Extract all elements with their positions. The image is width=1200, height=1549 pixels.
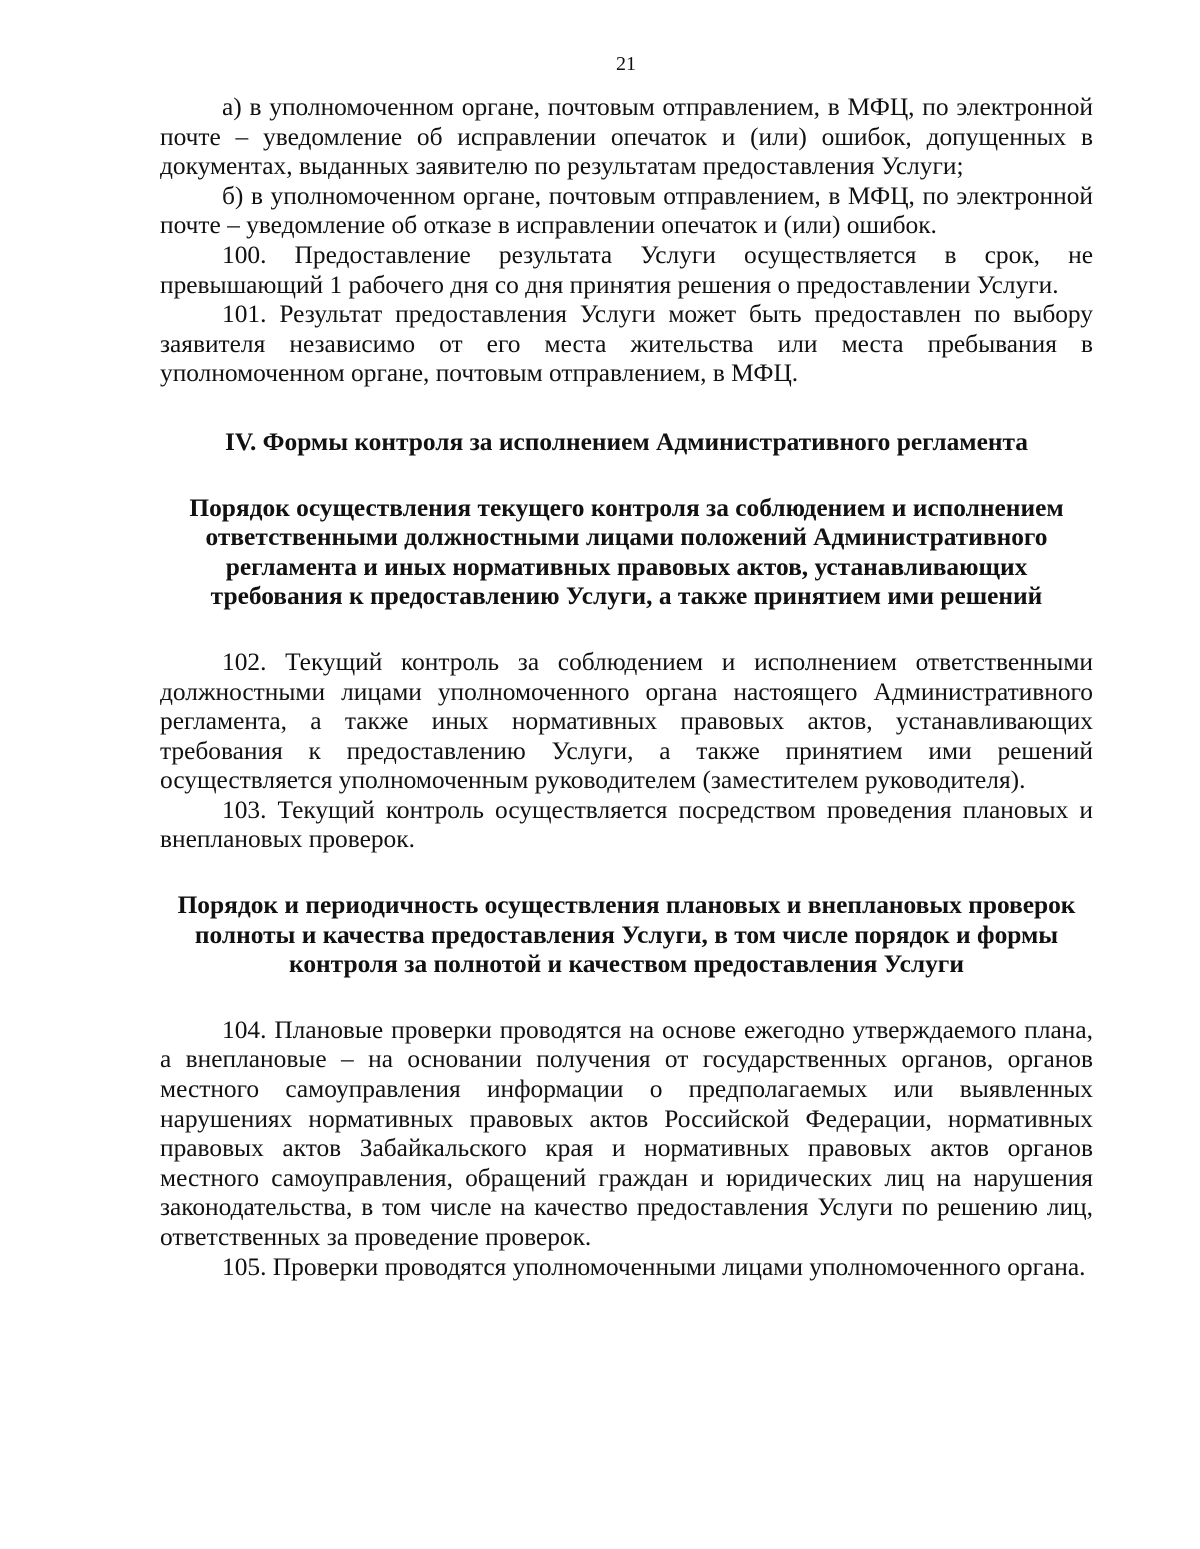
paragraph-101: 101. Результат предоставления Услуги может быть предоставлен по выбору заявителя независимо от его места жительства или места пребывания в уполномоченном органе, почтовым отправлением, в МФЦ. <box>160 300 1093 388</box>
page-number: 21 <box>616 53 636 75</box>
subsection-1-title-line: требования к предоставлению Услуги, а также принятием ими решений <box>210 582 1043 611</box>
subsection-1-title-line: регламента и иных нормативных правовых актов, устанавливающих <box>225 552 1028 581</box>
paragraph-104: 104. Плановые проверки проводятся на основе ежегодно утверждаемого плана, а внеплановые – на основании получения от государственных органов, органов местного самоуправления информации о предполагаемых или выявленных нарушениях нормативных правовых актов Российской Федерации, нормативных правовых актов Забайкальского края и нормативных правовых актов органов местного самоуправления, обращений граждан и юридических лиц на нарушения законодательства, в том числе на качество предоставления Услуги по решению лиц, ответственных за проведение проверок. <box>160 1015 1093 1251</box>
subsection-2-title-line: полноты и качества предоставления Услуги, в том числе порядок и формы <box>194 920 1059 949</box>
subsection-2-title-line: контроля за полнотой и качеством предоставления Услуги <box>289 950 964 979</box>
section-title: IV. Формы контроля за исполнением Административного регламента <box>225 427 1028 456</box>
subsection-1-title-line: Порядок осуществления текущего контроля за соблюдением и исполнением <box>189 493 1064 522</box>
paragraph-100: 100. Предоставление результата Услуги осуществляется в срок, не превышающий 1 рабочего дня со дня принятия решения о предоставлении Услуги. <box>160 240 1093 299</box>
paragraph-b: б) в уполномоченном органе, почтовым отправлением, в МФЦ, по электронной почте – уведомление об отказе в исправлении опечаток и (или) ошибок. <box>160 181 1093 240</box>
subsection-2-title <box>160 891 1093 980</box>
subsection-1-title-line: ответственными должностными лицами положений Административного <box>205 523 1048 552</box>
document-body <box>160 93 1093 1282</box>
paragraph-103: 103. Текущий контроль осуществляется посредством проведения плановых и внеплановых проверок. <box>160 795 1093 854</box>
paragraph-102: 102. Текущий контроль за соблюдением и исполнением ответственными должностными лицами уполномоченного органа настоящего Административного регламента, а также иных нормативных правовых актов, устанавливающих требования к предоставлению Услуги, а также принятием ими решений осуществляется уполномоченным руководителем (заместителем руководителя). <box>160 647 1093 795</box>
subsection-2-title-line: Порядок и периодичность осуществления плановых и внеплановых проверок <box>177 891 1076 920</box>
subsection-1-title <box>160 494 1093 612</box>
paragraph-a: а) в уполномоченном органе, почтовым отправлением, в МФЦ, по электронной почте – уведомление об исправлении опечаток и (или) ошибок, допущенных в документах, выданных заявителю по результатам предоставления Услуги; <box>160 93 1093 181</box>
paragraph-105: 105. Проверки проводятся уполномоченными лицами уполномоченного органа. <box>222 1252 1086 1281</box>
